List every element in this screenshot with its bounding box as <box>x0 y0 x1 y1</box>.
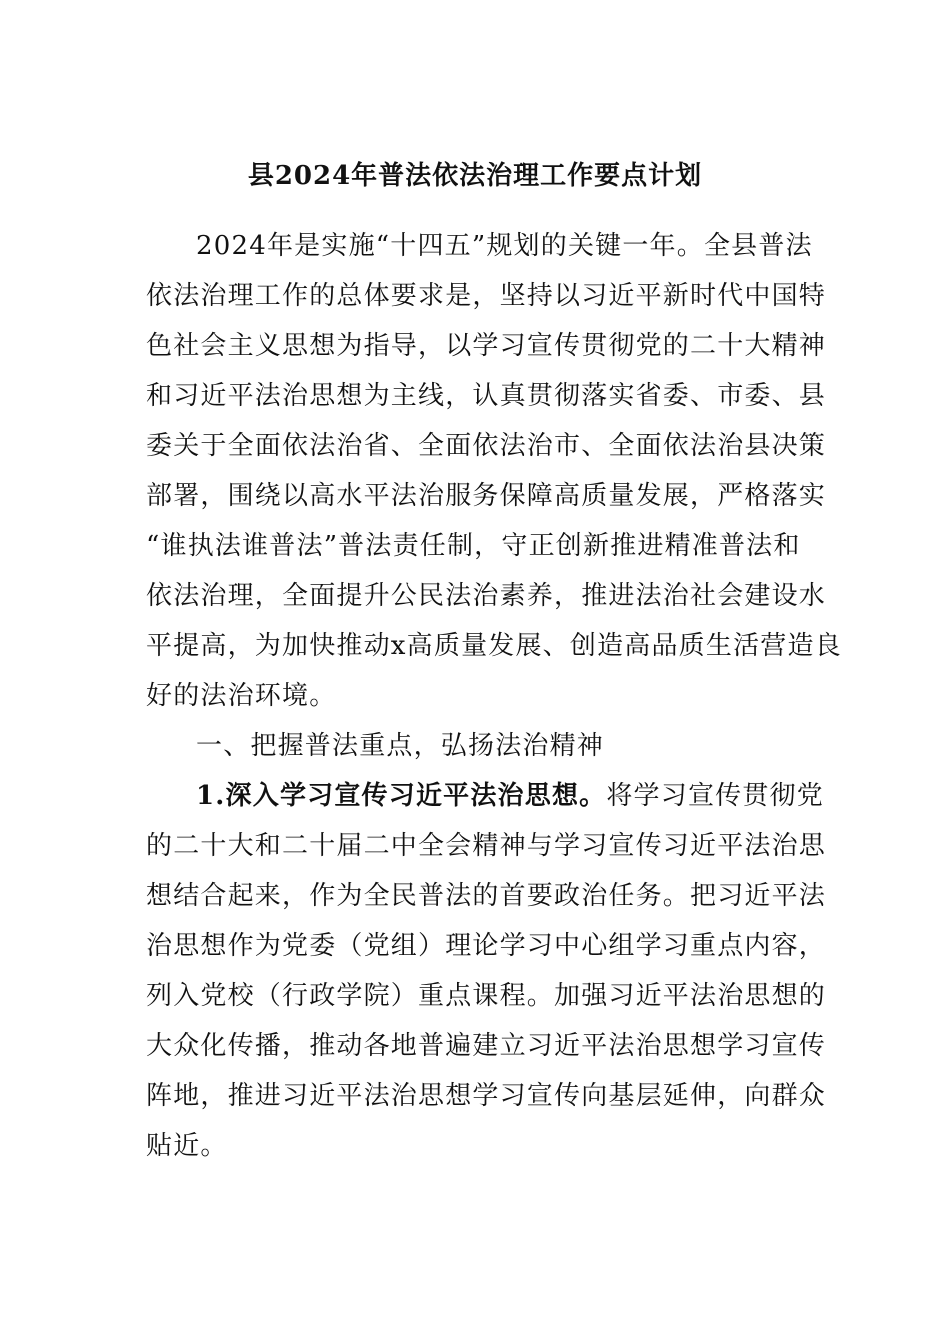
intro-line-9: 平提高，为加快推动x高质量发展、创造高品质生活营造良 <box>146 631 842 661</box>
item-1-line-8: 贴近。 <box>146 1131 228 1161</box>
intro-line-10: 好的法治环境。 <box>146 681 337 711</box>
item-1-line-4: 治思想作为党委（党组）理论学习中心组学习重点内容， <box>146 931 827 961</box>
intro-line-7: “谁执法谁普法”普法责任制，守正创新推进精准普法和 <box>146 531 801 561</box>
section-1-heading: 一、把握普法重点，弘扬法治精神 <box>196 731 605 761</box>
document-title: 县2024年普法依法治理工作要点计划 <box>247 161 703 191</box>
intro-line-8: 依法治理，全面提升公民法治素养，推进法治社会建设水 <box>146 581 827 611</box>
item-1-line-6: 大众化传播，推动各地普遍建立习近平法治思想学习宣传 <box>146 1031 827 1061</box>
intro-line-1: 2024年是实施“十四五”规划的关键一年。全县普法 <box>196 231 813 261</box>
intro-line-5: 委关于全面依法治省、全面依法治市、全面依法治县决策 <box>146 431 827 461</box>
item-1-heading: 1.深入学习宣传习近平法治思想。 <box>196 781 607 811</box>
intro-line-3: 色社会主义思想为指导，以学习宣传贯彻党的二十大精神 <box>146 331 827 361</box>
intro-line-6: 部署，围绕以高水平法治服务保障高质量发展，严格落实 <box>146 481 827 511</box>
intro-line-4: 和习近平法治思想为主线，认真贯彻落实省委、市委、县 <box>146 381 827 411</box>
item-1-line-2: 的二十大和二十届二中全会精神与学习宣传习近平法治思 <box>146 831 827 861</box>
intro-line-2: 依法治理工作的总体要求是，坚持以习近平新时代中国特 <box>146 281 827 311</box>
item-1-line-5: 列入党校（行政学院）重点课程。加强习近平法治思想的 <box>146 981 827 1011</box>
item-1-line-1: 将学习宣传贯彻党 <box>606 781 824 811</box>
item-1-line-7: 阵地，推进习近平法治思想学习宣传向基层延伸，向群众 <box>146 1081 827 1111</box>
item-1-line-3: 想结合起来，作为全民普法的首要政治任务。把习近平法 <box>146 881 827 911</box>
item-1-first-line <box>196 778 826 814</box>
